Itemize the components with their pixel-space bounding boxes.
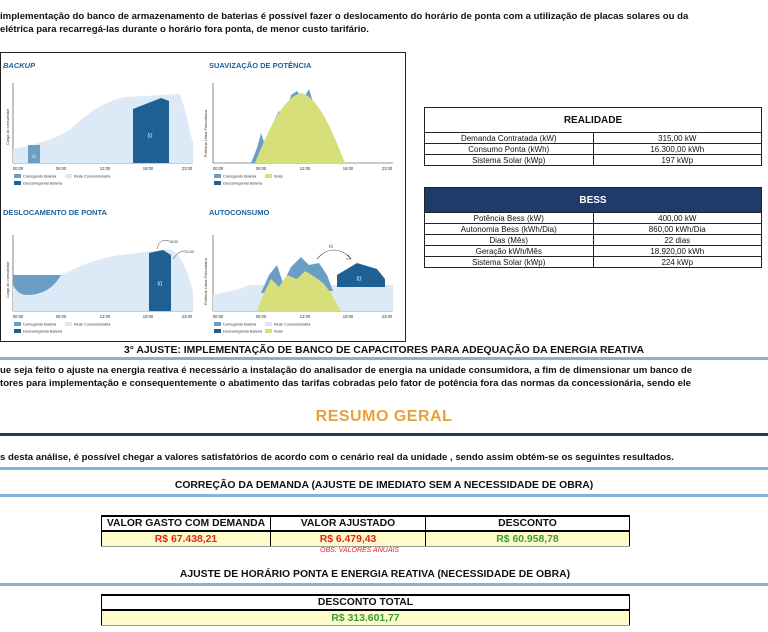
svg-text:12:00: 12:00: [299, 166, 311, 171]
table-row: Dias (Mês) 22 dias: [425, 235, 762, 246]
ylabel-potencia: Potência Usina Fotovoltaica: [204, 109, 208, 157]
panel-title-deslocamento: DESLOCAMENTO DE PONTA: [3, 208, 107, 217]
table-row: Sistema Solar (kWp) 197 kWp: [425, 155, 762, 166]
svg-text:Carregando Bateria: Carregando Bateria: [223, 322, 257, 327]
table-row: Consumo Ponta (kWh) 16.300,00 kWh: [425, 144, 762, 155]
intro-paragraph: [0, 10, 768, 36]
desconto-total-value: R$ 313.601,77: [102, 610, 630, 626]
correcao-table: [101, 515, 630, 547]
correcao-header-row: [102, 516, 630, 531]
svg-text:12:00: 12:00: [299, 314, 311, 319]
panel-title-suavizacao: SUAVIZAÇÃO DE POTÊNCIA: [209, 61, 312, 70]
tick-2300: 23:00: [181, 166, 193, 171]
svg-text:(((: (((: [329, 243, 333, 248]
svg-text:23:00: 23:00: [381, 166, 393, 171]
backup-discharge-block: [133, 98, 169, 163]
svg-text:(((: (((: [157, 281, 163, 287]
svg-text:Carga do consumidor: Carga do consumidor: [6, 261, 10, 298]
smoothing-solar-area: [255, 93, 345, 163]
callout-1800: 18:00: [169, 240, 178, 244]
svg-text:Carregando Bateria: Carregando Bateria: [23, 322, 57, 327]
svg-text:Descarregando Bateria: Descarregando Bateria: [223, 181, 263, 186]
realidade-table: [424, 107, 762, 166]
correcao-title: CORREÇÃO DA DEMANDA (AJUSTE DE IMEDIATO SEM A NECESSIDADE DE OBRA): [174, 480, 594, 491]
legend-solar: Solar: [274, 174, 283, 179]
divider: [0, 583, 768, 586]
desconto-total-table: [101, 594, 630, 626]
correcao-value-row: [102, 531, 630, 547]
table-row: Sistema Solar (kWp) 224 kWp: [425, 257, 762, 268]
desconto-value: R$ 60.958,78: [426, 531, 630, 547]
resumo-text: s desta análise, é possível chegar a valores satisfatórios de acordo com o cenário real da unidade , sendo assim obtém-se os seguintes resultados.: [0, 452, 674, 463]
tick-0600: 06:00: [55, 166, 67, 171]
valor-gasto-value: R$ 67.438,21: [102, 531, 271, 547]
ajuste3-paragraph: ue seja feito o ajuste na energia reativa é necessário a instalação do analisador de energia na unidade consumidora, a fim de dimensionar um banco de tores para implementação e consequentemente o abatimento das tarifas cobradas pelo fator de potência fora das normas da concessionária, sendo ele: [0, 365, 693, 389]
ajuste3-title: 3° AJUSTE: IMPLEMENTAÇÃO DE BANCO DE CAPACITORES PARA ADEQUAÇÃO DA ENERGIA REATIVA: [123, 345, 645, 356]
valor-ajustado-value: R$ 6.479,43: [271, 531, 426, 547]
legend-carregando: Carregando Bateria: [23, 174, 57, 179]
svg-text:Descarregando Bateria: Descarregando Bateria: [23, 329, 63, 334]
ajuste-ponta-title: AJUSTE DE HORÁRIO PONTA E ENERGIA REATIVA (NECESSIDADE DE OBRA): [179, 569, 571, 580]
divider: [0, 494, 768, 497]
intro-line-1: implementação do banco de armazenamento de baterias é possível fazer o deslocamento do horário de ponta com a utilização de placas solares ou da: [0, 11, 689, 22]
realidade-title: REALIDADE: [425, 108, 762, 133]
col-valor-gasto: VALOR GASTO COM DEMANDA: [102, 516, 271, 531]
svg-text:Potência Usina Fotovoltaica: Potência Usina Fotovoltaica: [204, 257, 208, 305]
svg-text:Descarregando Bateria: Descarregando Bateria: [223, 329, 263, 334]
obs-note: OBS: VALORES ANUAIS: [320, 547, 400, 554]
col-valor-ajustado: VALOR AJUSTADO: [271, 516, 426, 531]
table-row: Potência Bess (kW) 400,00 kW: [425, 213, 762, 224]
svg-text:06:00: 06:00: [255, 166, 267, 171]
desconto-total-value-row: [102, 610, 630, 626]
divider: [0, 433, 768, 436]
panel-title-autoconsumo: AUTOCONSUMO: [209, 208, 270, 217]
table-row: Autonomia Bess (kWh/Dia) 860,00 kWh/Dia: [425, 224, 762, 235]
desconto-total-label: DESCONTO TOTAL: [102, 595, 630, 610]
svg-text:Solar: Solar: [274, 329, 283, 334]
bess-strategies-figure: [0, 52, 406, 342]
tick-0000: 00:00: [12, 166, 24, 171]
intro-line-2: elétrica para recarregá-las durante o horário fora ponta, de menor custo tarifário.: [0, 24, 369, 35]
svg-text:23:00: 23:00: [181, 314, 193, 319]
svg-text:06:00: 06:00: [55, 314, 67, 319]
legend-rede: Rede Concessionária: [74, 174, 111, 179]
svg-text:Rede Concessionária: Rede Concessionária: [74, 322, 111, 327]
svg-text:18:00: 18:00: [142, 314, 154, 319]
svg-text:00:00: 00:00: [212, 166, 224, 171]
svg-text:18:00: 18:00: [342, 314, 354, 319]
legend-descarregando: Descarregando Bateria: [23, 181, 63, 186]
svg-text:Carregando Bateria: Carregando Bateria: [223, 174, 257, 179]
svg-text:Rede Concessionária: Rede Concessionária: [274, 322, 311, 327]
table-row: Demanda Contratada (kW) 315,00 kW: [425, 133, 762, 144]
selfcons-discharge-block: [337, 263, 385, 287]
svg-text:(((: (((: [356, 276, 362, 282]
tick-1200: 12:00: [99, 166, 111, 171]
svg-text:06:00: 06:00: [255, 314, 267, 319]
svg-text:(((: (((: [32, 153, 36, 158]
panel-title-backup: BACKUP: [3, 61, 36, 70]
ylabel-carga: Carga do consumidor: [6, 108, 10, 145]
svg-text:(((: (((: [147, 133, 153, 139]
divider: [0, 467, 768, 470]
table-row: Geração kWh/Mês 18.920,00 kWh: [425, 246, 762, 257]
callout-2100: 21:00: [185, 250, 194, 254]
svg-text:23:00: 23:00: [381, 314, 393, 319]
bess-strategies-svg: [1, 53, 405, 341]
bess-title: BESS: [425, 188, 762, 213]
resumo-title: RESUMO GERAL: [315, 408, 453, 425]
bess-table: [424, 187, 762, 268]
desconto-total-header-row: [102, 595, 630, 610]
tick-1800: 18:00: [142, 166, 154, 171]
svg-text:18:00: 18:00: [342, 166, 354, 171]
svg-text:12:00: 12:00: [99, 314, 111, 319]
svg-text:00:00: 00:00: [12, 314, 24, 319]
col-desconto: DESCONTO: [426, 516, 630, 531]
divider: [0, 357, 768, 360]
svg-text:00:00: 00:00: [212, 314, 224, 319]
